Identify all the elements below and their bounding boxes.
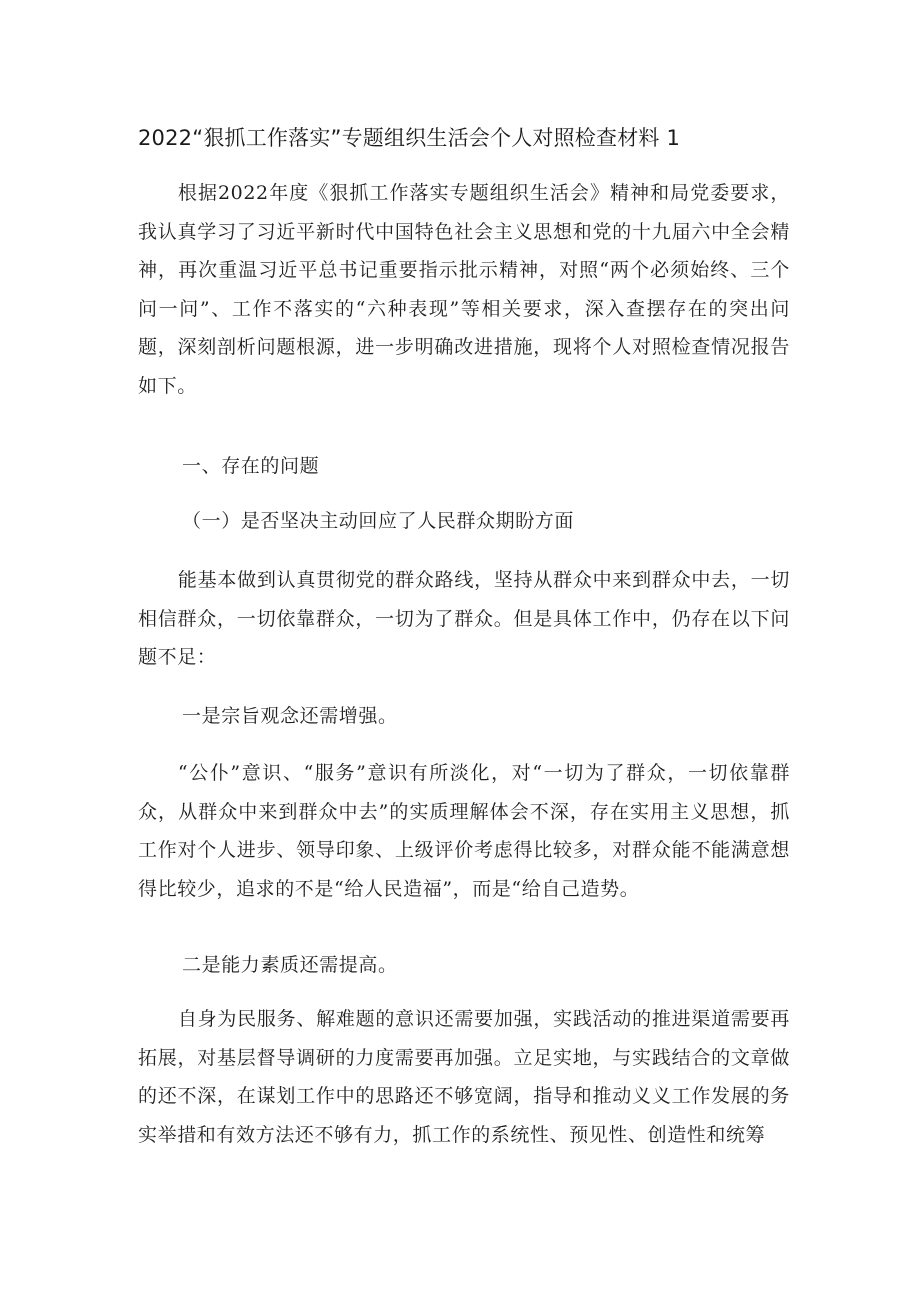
- section-heading-problems: 一、存在的问题: [182, 455, 320, 477]
- point-1-heading: 一是宗旨观念还需增强。: [182, 705, 398, 727]
- document-title: 2022“狠抓工作落实”专题组织生活会个人对照检查材料 1: [138, 126, 681, 150]
- point-1-paragraph: “公仆”意识、“服务”意识有所淡化，对“一切为了群众，一切依靠群众，从群众中来到群众中去”的实质理解体会不深，存在实用主义思想，抓工作对个人进步、领导印象、上级评价考虑得比较多，对群众能不能满意想得比较少，追求的不是“给人民造福”，而是“给自己造势。: [138, 762, 790, 900]
- point-2-paragraph: 自身为民服务、解难题的意识还需要加强，实践活动的推进渠道需要再拓展，对基层督导调研的力度需要再加强。立足实地，与实践结合的文章做的还不深，在谋划工作中的思路还不够宽阔，指导和推动义义工作发展的务实举措和有效方法还不够有力，抓工作的系统性、预见性、创造性和统筹: [138, 1008, 790, 1146]
- subsection-heading-1: （一）是否坚决主动回应了人民群众期盼方面: [182, 510, 575, 532]
- subsection-1-paragraph: 能基本做到认真贯彻党的群众路线，坚持从群众中来到群众中去，一切相信群众，一切依靠群众，一切为了群众。但是具体工作中，仍存在以下问题不足：: [138, 569, 790, 668]
- intro-paragraph: 根据2022年度《狠抓工作落实专题组织生活会》精神和局党委要求，我认真学习了习近平新时代中国特色社会主义思想和党的十九届六中全会精神，再次重温习近平总书记重要指示批示精神，对照“两个必须始终、三个问一问”、工作不落实的“六种表现”等相关要求，深入查摆存在的突出问题，深刻剖析问题根源，进一步明确改进措施，现将个人对照检查情况报告如下。: [138, 182, 790, 397]
- point-2-heading: 二是能力素质还需提高。: [182, 954, 398, 976]
